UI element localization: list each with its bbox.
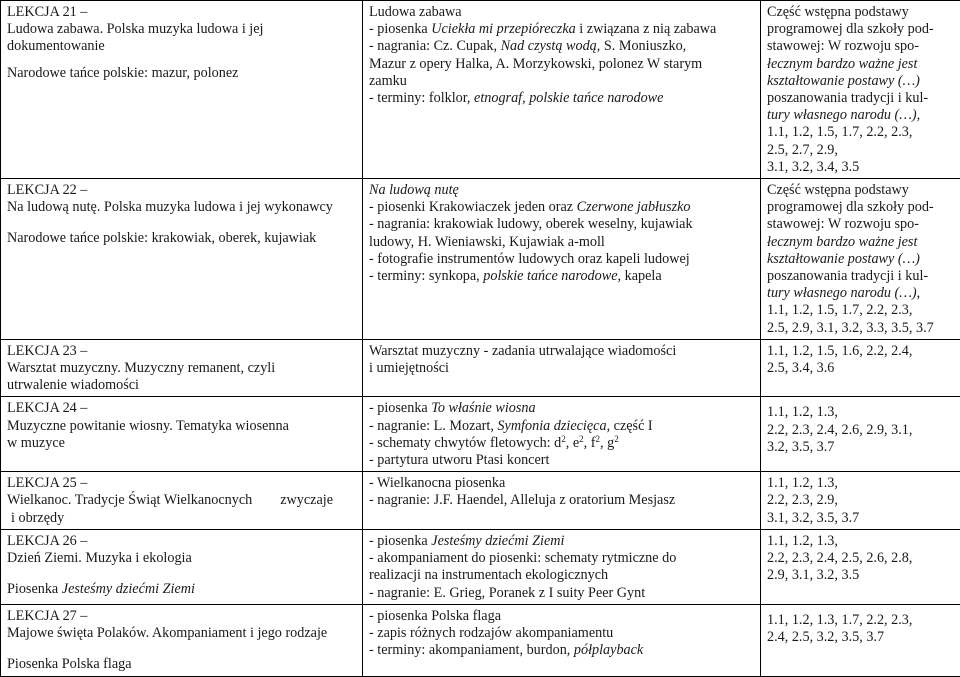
lesson-subtopic: Piosenka Jesteśmy dziećmi Ziemi xyxy=(7,581,356,598)
ref-line: stawowej: W rozwoju spo- xyxy=(767,216,954,233)
curriculum-ref-cell xyxy=(761,179,960,340)
table-row xyxy=(1,529,960,604)
content-line: - piosenki Krakowiaczek jeden oraz Czerwone jabłuszko xyxy=(369,199,754,216)
content-line: - terminy: synkopa, polskie tańce narodowe, kapela xyxy=(369,268,754,285)
ref-line: tury własnego narodu (…), xyxy=(767,285,954,302)
content-line: - zapis różnych rodzajów akompaniamentu xyxy=(369,625,754,642)
ref-line: 2.2, 2.3, 2.9, xyxy=(767,492,954,509)
ref-line: 1.1, 1.2, 1.3, xyxy=(767,533,954,550)
content-line: - piosenka Jesteśmy dziećmi Ziemi xyxy=(369,533,754,550)
lesson-cell xyxy=(1,339,363,397)
lesson-title: LEKCJA 26 – xyxy=(7,533,356,550)
lesson-cell xyxy=(1,397,363,472)
content-line: realizacji na instrumentach ekologicznych xyxy=(369,567,754,584)
lesson-topic: dokumentowanie xyxy=(7,38,356,55)
lesson-title: LEKCJA 23 – xyxy=(7,343,356,360)
ref-line: 2.9, 3.1, 3.2, 3.5 xyxy=(767,567,954,584)
content-line: - schematy chwytów fletowych: $d^2$, $e^2$, $f^2$, $g^2$ xyxy=(369,435,754,452)
curriculum-ref-cell xyxy=(761,604,960,676)
content-line: - terminy: akompaniament, burdon, półplayback xyxy=(369,642,754,659)
content-cell xyxy=(363,529,761,604)
ref-line: poszanowania tradycji i kul- xyxy=(767,268,954,285)
ref-line: 2.2, 2.3, 2.4, 2.5, 2.6, 2.8, xyxy=(767,550,954,567)
lesson-title: LEKCJA 27 – xyxy=(7,608,356,625)
content-line: - nagranie: L. Mozart, Symfonia dziecięca, część I xyxy=(369,418,754,435)
ref-line: tury własnego narodu (…), xyxy=(767,107,954,124)
lesson-subtopic: Narodowe tańce polskie: krakowiak, oberek, kujawiak xyxy=(7,230,356,247)
table-row xyxy=(1,339,960,397)
ref-line: 1.1, 1.2, 1.5, 1.7, 2.2, 2.3, xyxy=(767,302,954,319)
content-line: ludowy, H. Wieniawski, Kujawiak a-moll xyxy=(369,234,754,251)
lesson-topic: Na ludową nutę. Polska muzyka ludowa i jej wykonawcy xyxy=(7,199,356,216)
curriculum-ref-cell xyxy=(761,1,960,179)
content-cell xyxy=(363,339,761,397)
ref-line: 2.5, 2.9, 3.1, 3.2, 3.3, 3.5, 3.7 xyxy=(767,320,954,337)
ref-line: 1.1, 1.2, 1.5, 1.7, 2.2, 2.3, xyxy=(767,124,954,141)
content-line: Mazur z opery Halka, A. Morzykowski, polonez W starym xyxy=(369,56,754,73)
lesson-topic: i obrzędy xyxy=(7,510,356,527)
content-cell xyxy=(363,472,761,530)
content-cell xyxy=(363,604,761,676)
content-cell xyxy=(363,1,761,179)
content-line: - piosenka Uciekła mi przepióreczka i związana z nią zabawa xyxy=(369,21,754,38)
content-line: - piosenka To właśnie wiosna xyxy=(369,400,754,417)
ref-line: programowej dla szkoły pod- xyxy=(767,21,954,38)
content-line: - Wielkanocna piosenka xyxy=(369,475,754,492)
ref-line: Część wstępna podstawy xyxy=(767,182,954,199)
ref-line: kształtowanie postawy (…) xyxy=(767,73,954,90)
lesson-topic: Wielkanoc. Tradycje Świąt Wielkanocnych zwyczaje xyxy=(7,492,356,509)
lesson-topic: Ludowa zabawa. Polska muzyka ludowa i jej xyxy=(7,21,356,38)
lesson-title: LEKCJA 24 – xyxy=(7,400,356,417)
content-line: - fotografie instrumentów ludowych oraz kapeli ludowej xyxy=(369,251,754,268)
curriculum-ref-cell xyxy=(761,472,960,530)
lesson-topic: Muzyczne powitanie wiosny. Tematyka wiosenna xyxy=(7,418,356,435)
content-line: - nagranie: E. Grieg, Poranek z I suity Peer Gynt xyxy=(369,585,754,602)
ref-line: kształtowanie postawy (…) xyxy=(767,251,954,268)
content-line: - nagrania: krakowiak ludowy, oberek weselny, kujawiak xyxy=(369,216,754,233)
ref-line: łecznym bardzo ważne jest xyxy=(767,56,954,73)
lesson-cell xyxy=(1,604,363,676)
ref-line: 1.1, 1.2, 1.5, 1.6, 2.2, 2.4, xyxy=(767,343,954,360)
lesson-cell xyxy=(1,179,363,340)
content-line: - piosenka Polska flaga xyxy=(369,608,754,625)
curriculum-ref-cell xyxy=(761,529,960,604)
ref-line: 1.1, 1.2, 1.3, 1.7, 2.2, 2.3, xyxy=(767,612,954,629)
lesson-cell xyxy=(1,529,363,604)
ref-line: 2.5, 3.4, 3.6 xyxy=(767,360,954,377)
lesson-title: LEKCJA 21 – xyxy=(7,4,356,21)
ref-line: 2.5, 2.7, 2.9, xyxy=(767,142,954,159)
lesson-cell xyxy=(1,1,363,179)
content-heading: Na ludową nutę xyxy=(369,182,754,199)
content-line: Warsztat muzyczny - zadania utrwalające wiadomości xyxy=(369,343,754,360)
lesson-topic: Warsztat muzyczny. Muzyczny remanent, czyli xyxy=(7,360,356,377)
content-cell xyxy=(363,397,761,472)
content-line: i umiejętności xyxy=(369,360,754,377)
table-row xyxy=(1,1,960,179)
table-row xyxy=(1,472,960,530)
ref-line: 3.1, 3.2, 3.5, 3.7 xyxy=(767,510,954,527)
curriculum-ref-cell xyxy=(761,397,960,472)
ref-line: Część wstępna podstawy xyxy=(767,4,954,21)
content-line: - akompaniament do piosenki: schematy rytmiczne do xyxy=(369,550,754,567)
content-line: - nagrania: Cz. Cupak, Nad czystą wodą, S. Moniuszko, xyxy=(369,38,754,55)
content-line: zamku xyxy=(369,73,754,90)
content-heading: Ludowa zabawa xyxy=(369,4,754,21)
lesson-cell xyxy=(1,472,363,530)
ref-line: 3.2, 3.5, 3.7 xyxy=(767,439,954,456)
lesson-subtopic: Narodowe tańce polskie: mazur, polonez xyxy=(7,65,356,82)
content-line: - partytura utworu Ptasi koncert xyxy=(369,452,754,469)
ref-line: stawowej: W rozwoju spo- xyxy=(767,38,954,55)
ref-line: 2.2, 2.3, 2.4, 2.6, 2.9, 3.1, xyxy=(767,422,954,439)
curriculum-ref-cell xyxy=(761,339,960,397)
lesson-title: LEKCJA 25 – xyxy=(7,475,356,492)
lesson-subtopic: Piosenka Polska flaga xyxy=(7,656,356,673)
ref-line: programowej dla szkoły pod- xyxy=(767,199,954,216)
lesson-topic: Majowe święta Polaków. Akompaniament i jego rodzaje xyxy=(7,625,356,642)
ref-line: 1.1, 1.2, 1.3, xyxy=(767,404,954,421)
ref-line: 2.4, 2.5, 3.2, 3.5, 3.7 xyxy=(767,629,954,646)
lesson-topic: utrwalenie wiadomości xyxy=(7,377,356,394)
table-row xyxy=(1,397,960,472)
lesson-topic: Dzień Ziemi. Muzyka i ekologia xyxy=(7,550,356,567)
ref-line: poszanowania tradycji i kul- xyxy=(767,90,954,107)
lesson-topic: w muzyce xyxy=(7,435,356,452)
table-row xyxy=(1,179,960,340)
content-cell xyxy=(363,179,761,340)
lesson-title: LEKCJA 22 – xyxy=(7,182,356,199)
table-row xyxy=(1,604,960,676)
ref-line: 3.1, 3.2, 3.4, 3.5 xyxy=(767,159,954,176)
content-line: - terminy: folklor, etnograf, polskie tańce narodowe xyxy=(369,90,754,107)
ref-line: łecznym bardzo ważne jest xyxy=(767,234,954,251)
content-line: - nagranie: J.F. Haendel, Alleluja z oratorium Mesjasz xyxy=(369,492,754,509)
ref-line: 1.1, 1.2, 1.3, xyxy=(767,475,954,492)
